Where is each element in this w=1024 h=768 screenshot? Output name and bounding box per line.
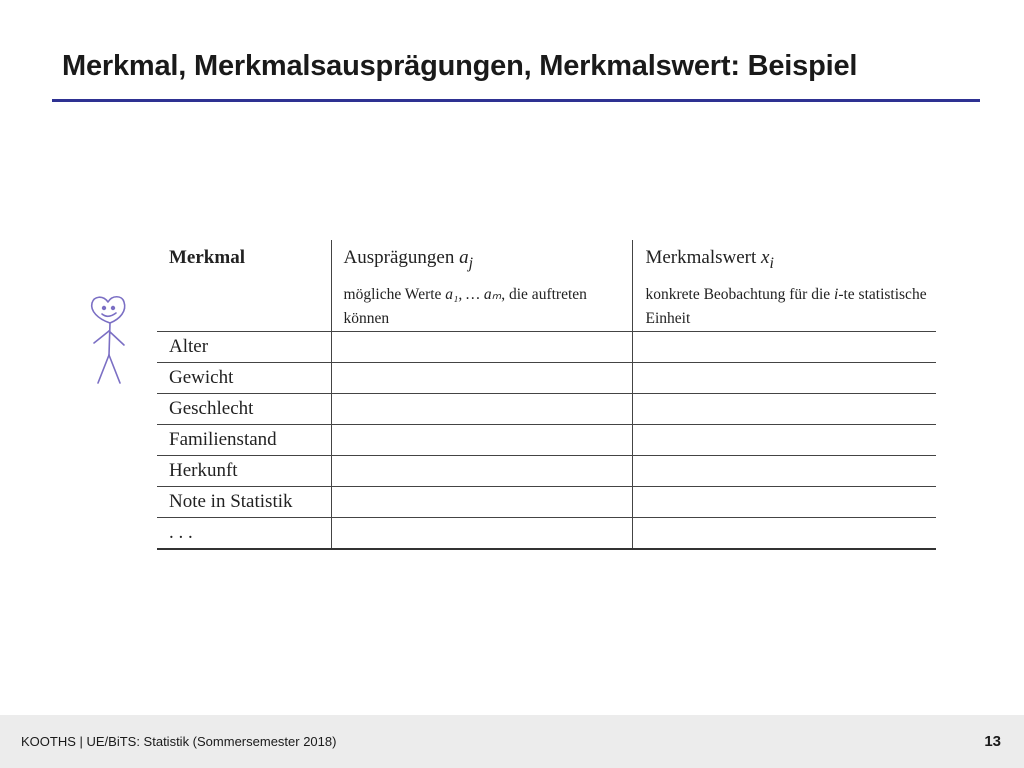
cell-merkmal: Familienstand xyxy=(157,424,331,455)
cell-merkmalswert xyxy=(633,362,936,393)
cell-auspraegungen xyxy=(331,517,633,549)
header-merkmalswert-title: Merkmalswert xyxy=(645,247,762,268)
header-auspraegungen-var: a xyxy=(459,247,469,268)
cell-merkmalswert xyxy=(633,393,936,424)
merkmal-table xyxy=(157,240,936,550)
cell-merkmal: Alter xyxy=(157,331,331,362)
table-row xyxy=(157,362,936,393)
slide-title: Merkmal, Merkmalsausprägungen, Merkmalswert: Beispiel xyxy=(62,50,858,82)
cell-merkmalswert xyxy=(633,331,936,362)
cell-merkmal: Geschlecht xyxy=(157,393,331,424)
table-row xyxy=(157,455,936,486)
header-auspraegungen-desc-post: , die auftreten können xyxy=(343,285,587,327)
title-divider xyxy=(52,99,980,102)
cell-merkmalswert xyxy=(633,486,936,517)
header-auspraegungen-desc-pre: mögliche Werte xyxy=(343,285,446,303)
table-row xyxy=(157,517,936,549)
table-row xyxy=(157,393,936,424)
header-merkmalswert-desc-math: i xyxy=(834,285,839,303)
cell-merkmalswert xyxy=(633,424,936,455)
footer-text: KOOTHS | UE/BiTS: Statistik (Sommersemester 2018) xyxy=(21,734,337,749)
header-auspraegungen-sub: j xyxy=(468,254,473,272)
cell-auspraegungen xyxy=(331,362,633,393)
cell-merkmal: Herkunft xyxy=(157,455,331,486)
header-auspraegungen-desc xyxy=(344,283,633,331)
header-merkmalswert-sub: i xyxy=(769,254,774,272)
cell-auspraegungen xyxy=(331,331,633,362)
header-merkmalswert-desc xyxy=(645,283,936,331)
cell-merkmal: Gewicht xyxy=(157,362,331,393)
cell-merkmal: Note in Statistik xyxy=(157,486,331,517)
header-merkmal xyxy=(157,240,331,331)
header-merkmal-label: Merkmal xyxy=(169,247,245,268)
table-row xyxy=(157,331,936,362)
cell-auspraegungen xyxy=(331,455,633,486)
header-merkmalswert-desc-pre: konkrete Beobachtung für die xyxy=(645,285,835,303)
cell-auspraegungen xyxy=(331,486,633,517)
table-header-row xyxy=(157,240,936,331)
page-number: 13 xyxy=(984,733,1001,750)
header-merkmalswert-desc-post: -te statistische Einheit xyxy=(645,285,927,327)
header-auspraegungen-title: Ausprägungen xyxy=(343,247,460,268)
header-merkmalswert-var: x xyxy=(761,247,770,268)
cell-auspraegungen xyxy=(331,424,633,455)
cell-auspraegungen xyxy=(331,393,633,424)
table-row xyxy=(157,424,936,455)
cell-merkmalswert xyxy=(633,455,936,486)
header-merkmalswert-label xyxy=(645,245,936,277)
header-auspraegungen-label xyxy=(344,245,633,277)
header-auspraegungen xyxy=(331,240,633,331)
table-row xyxy=(157,486,936,517)
stick-figure-icon xyxy=(80,293,140,388)
header-merkmalswert xyxy=(633,240,936,331)
header-auspraegungen-desc-math: a₁, … aₘ xyxy=(445,285,502,303)
cell-merkmal: . . . xyxy=(157,517,331,549)
cell-merkmalswert xyxy=(633,517,936,549)
